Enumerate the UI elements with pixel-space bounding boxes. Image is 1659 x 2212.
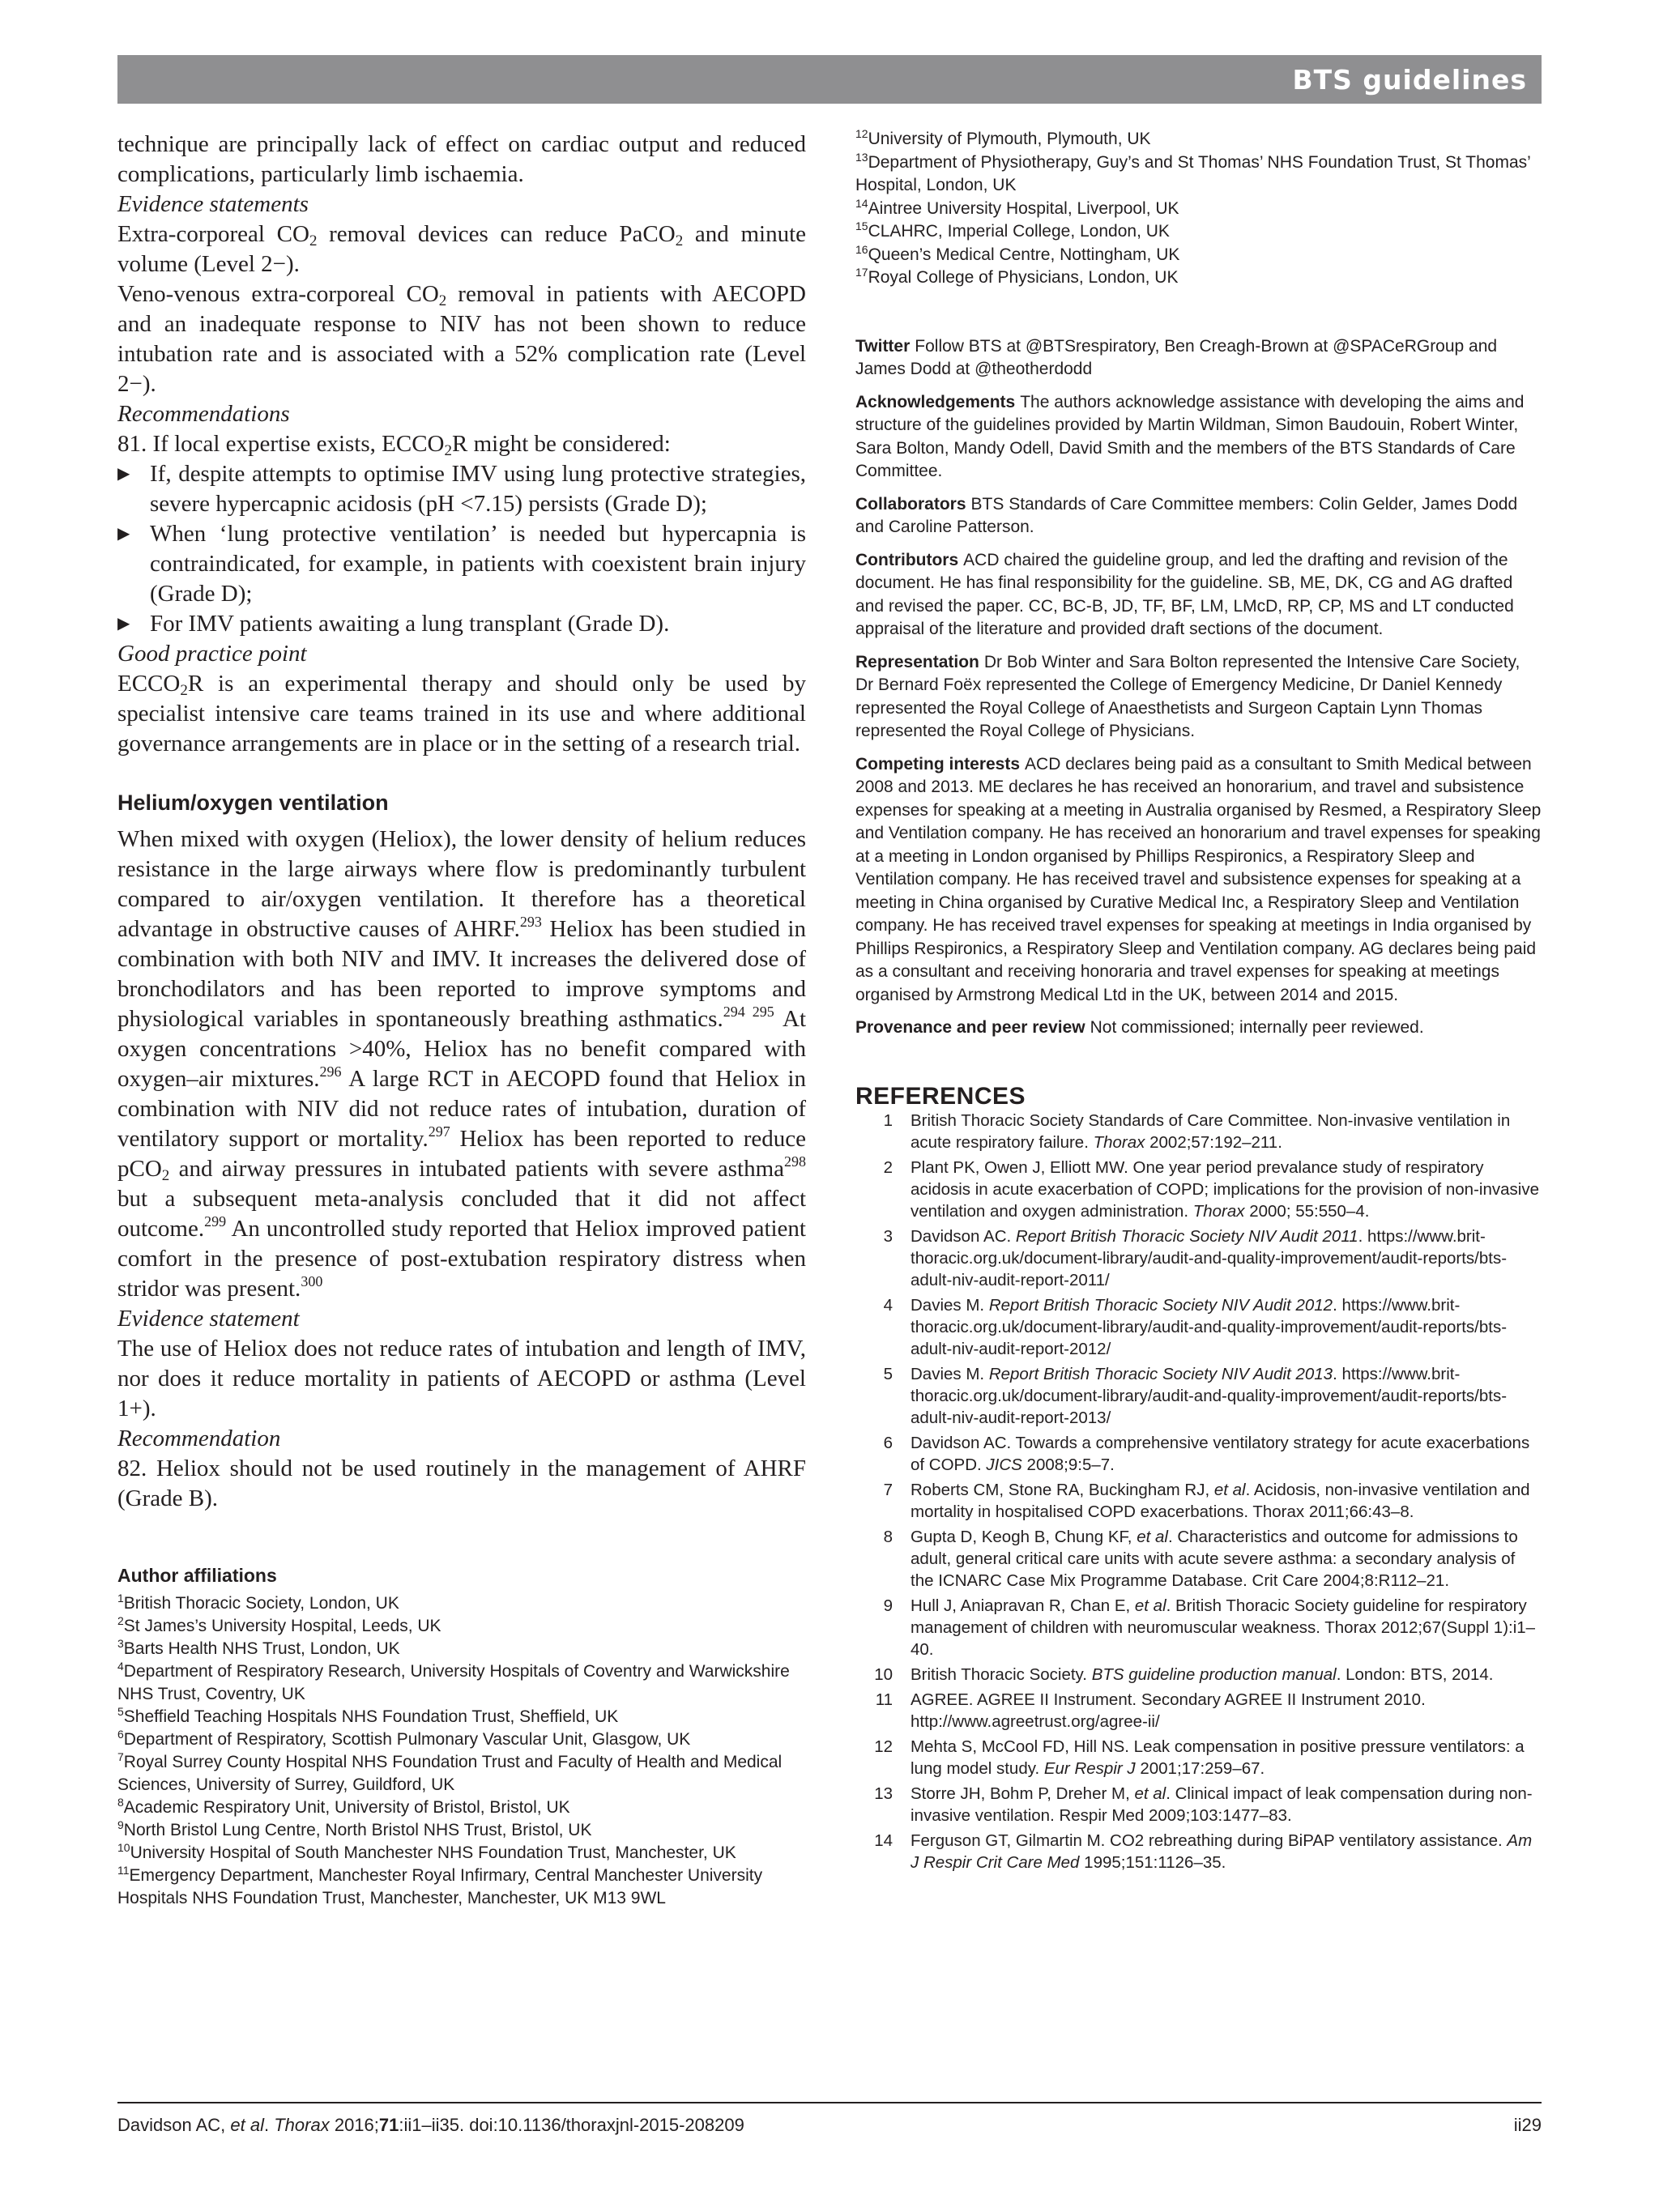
right-column	[855, 128, 1542, 1877]
recommendation-bullet-list	[117, 459, 806, 639]
affiliation-item: $^{15}$CLAHRC, Imperial College, London, UK	[855, 219, 1170, 241]
competing-interests-block	[855, 753, 1542, 1008]
competing-interests-text: ACD declares being paid as a consultant to Smith Medical between 2008 and 2013. ME declares he has received an honorarium, and travel and subsistence expenses for speaking at a meeting in Australia organised by Resmed, a Respiratory Sleep and Ventilation company. He has received an honorarium and travel expenses for speaking at a meeting in London organised by Phillips Respironics, a Respiratory Sleep and Ventilation company. He has received travel and subsistence expenses for speaking at a meeting in China organised by Curative Medical Inc, a Respiratory Sleep and Ventilation company. He has received travel expenses for speaking at meetings in India organised by Phillips Respironics, a Respiratory Sleep and Ventilation company. AG declares being paid as a consultant and receiving honoraria and travel expenses for speaking at meetings organised by Armstrong Medical Ltd in the UK, between 2014 and 2015.	[855, 754, 1542, 1004]
recommendation-label: Recommendation	[117, 1426, 281, 1451]
recommendation-bullet: ▶ For IMV patients awaiting a lung transplant (Grade D).	[117, 609, 806, 639]
affiliation-item: $^3$Barts Health NHS Trust, London, UK	[117, 1637, 400, 1658]
collaborators-block	[855, 493, 1542, 539]
reference-item: 14 Ferguson GT, Gilmartin M. CO2 rebreathing during BiPAP ventilatory assistance. Am J Respir Crit Care Med 1995;151:1126–35.	[874, 1831, 1533, 1872]
representation-text: Dr Bob Winter and Sara Bolton represented the Intensive Care Society, Dr Bernard Foëx represented the College of Emergency Medicine, Dr Daniel Kennedy represented the Royal College of Anaesthetists and Surgeon Captain Lynn Thomas represented the Royal College of Physicians.	[855, 652, 1520, 740]
twitter-block	[855, 335, 1542, 381]
reference-item: 6 Davidson AC. Towards a comprehensive ventilatory strategy for acute exacerbations of COPD. JICS 2008;9:5–7.	[883, 1434, 1530, 1474]
contributors-label: Contributors	[855, 550, 959, 569]
triangle-bullet-icon: ▶	[117, 525, 130, 543]
recommendation-82: 82. Heliox should not be used routinely in the management of AHRF (Grade B).	[117, 1455, 806, 1511]
heliox-paragraph: When mixed with oxygen (Heliox), the lower density of helium reduces resistance in the large airways where flow is predominantly turbulent compared to air/oxygen ventilation. It therefore has a theoretical advantage in obstructive causes of AHRF.$^{293}$ Heliox has been studied in combination with both NIV and IMV. It increases the delivered dose of bronchodilators and has been reported to improve symptoms and physiological variables in spontaneously breathing asthmatics.$^{294 295}$ At oxygen concentrations >40%, Heliox has no benefit compared with oxygen–air mixtures.$^{296}$ A large RCT in AECOPD found that Heliox in combination with NIV did not reduce rates of intubation, duration of ventilatory support or mortality.$^{297}$ Heliox has been reported to reduce pCO$_2$ and airway pressures in intubated patients with severe asthma$^{298}$ but a subsequent meta-analysis concluded that it did not affect outcome.$^{299}$ An uncontrolled study reported that Heliox improved patient comfort in the presence of post-extubation respiratory distress when stridor was present.$^{300}$	[117, 826, 807, 1302]
good-practice-text: $ECCO_2R$ is an experimental therapy and should only be used by specialist intensive care teams trained in its use and where additional governance arrangements are in place or in the setting of a research trial.	[117, 671, 806, 757]
evidence-statement-1: Extra-corporeal $CO_2$ removal devices can reduce PaCO$_2$ and minute volume (Level 2−).	[117, 221, 806, 277]
helium-section-heading: Helium/oxygen ventilation	[117, 791, 389, 815]
representation-label: Representation	[855, 652, 979, 671]
twitter-text: Follow BTS at @BTSrespiratory, Ben Creagh-Brown at @SPACeRGroup and James Dodd at @theotherdodd	[855, 336, 1498, 378]
recommendation-bullet: ▶ If, despite attempts to optimise IMV using lung protective strategies, severe hypercapnic acidosis (pH <7.15) persists (Grade D);	[117, 461, 806, 517]
affiliation-item: $^4$Department of Respiratory Research, University Hospitals of Coventry and Warwickshire NHS Trust, Coventry, UK	[117, 1660, 790, 1703]
page-footer	[117, 2102, 1542, 2136]
reference-item: 1 British Thoracic Society Standards of Care Committee. Non-invasive ventilation in acute respiratory failure. Thorax 2002;57:192–211.	[883, 1111, 1511, 1152]
triangle-bullet-icon: ▶	[117, 465, 130, 483]
acknowledgements-block	[855, 391, 1542, 484]
collaborators-label: Collaborators	[855, 494, 966, 514]
recommendation-bullet: ▶ When ‘lung protective ventilation’ is needed but hypercapnia is contraindicated, for example, in patients with coexistent brain injury (Grade D);	[117, 521, 806, 607]
affiliation-item: $^{10}$University Hospital of South Manchester NHS Foundation Trust, Manchester, UK	[117, 1841, 736, 1862]
recommendations-label: Recommendations	[117, 401, 290, 427]
provenance-label: Provenance and peer review	[855, 1018, 1085, 1037]
twitter-label: Twitter	[855, 336, 911, 356]
reference-list	[855, 1110, 1542, 1873]
provenance-text: Not commissioned; internally peer reviewed.	[1090, 1018, 1424, 1037]
reference-item: 7 Roberts CM, Stone RA, Buckingham RJ, et al. Acidosis, non-invasive ventilation and mortality in hospitalised COPD exacerbations. Thorax 2011;66:43–8.	[883, 1481, 1530, 1521]
affiliation-item: $^8$Academic Respiratory Unit, University of Bristol, Bristol, UK	[117, 1796, 570, 1817]
good-practice-label: Good practice point	[117, 641, 307, 667]
author-affiliations-heading: Author affiliations	[117, 1565, 277, 1586]
reference-item: 13 Storre JH, Bohm P, Dreher M, et al. Clinical impact of leak compensation during non-invasive ventilation. Respir Med 2009;103:1477–83.	[874, 1784, 1533, 1825]
reference-item: 9 Hull J, Aniapravan R, Chan E, et al. British Thoracic Society guideline for respiratory management of children with neuromuscular weakness. Thorax 2012;67(Suppl 1):i1–40.	[883, 1596, 1536, 1659]
affiliation-item: $^6$Department of Respiratory, Scottish Pulmonary Vascular Unit, Glasgow, UK	[117, 1728, 691, 1749]
evidence-statements-label: Evidence statements	[117, 191, 309, 217]
reference-item: 8 Gupta D, Keogh B, Chung KF, et al. Characteristics and outcome for admissions to adult, general critical care units with acute severe asthma: a secondary analysis of the ICNARC Case Mix Programme Database. Crit Care 2004;8:R112–21.	[883, 1528, 1518, 1590]
page-number: ii29	[1513, 2115, 1542, 2135]
acknowledgements-label: Acknowledgements	[855, 392, 1016, 411]
affiliation-list-left	[117, 1592, 806, 1910]
affiliation-item: $^5$Sheffield Teaching Hospitals NHS Foundation Trust, Sheffield, UK	[117, 1705, 619, 1726]
affiliation-item: $^9$North Bristol Lung Centre, North Bristol NHS Trust, Bristol, UK	[117, 1818, 592, 1839]
provenance-block	[855, 1016, 1542, 1040]
reference-item: 2 Plant PK, Owen J, Elliott MW. One year period prevalance study of respiratory acidosis in acute exacerbation of COPD; implications for the provision of non-invasive ventilation and oxygen administration. Thorax 2000; 55:550–4.	[883, 1158, 1539, 1221]
affiliation-item: $^7$Royal Surrey County Hospital NHS Foundation Trust and Faculty of Health and Medical Sciences, University of Surrey, Guildford, UK	[117, 1750, 783, 1794]
collaborators-text: BTS Standards of Care Committee members: Colin Gelder, James Dodd and Caroline Patterson.	[855, 494, 1518, 536]
left-column	[117, 130, 806, 1910]
evidence-statement-label: Evidence statement	[117, 1306, 300, 1332]
section-title: BTS guidelines	[1292, 63, 1527, 96]
recommendation-81: 81. If local expertise exists, $ECCO_2R$ might be considered:	[117, 431, 671, 459]
references-heading: REFERENCES	[855, 1082, 1026, 1110]
reference-item: 4 Davies M. Report British Thoracic Society NIV Audit 2012. https://www.brit-thoracic.org.uk/document-library/audit-and-quality-improvement/audit-reports/bts-adult-niv-audit-report-2012/	[883, 1296, 1508, 1358]
affiliation-item: $^{14}$Aintree University Hospital, Liverpool, UK	[855, 196, 1179, 218]
reference-item: 10 British Thoracic Society. BTS guideline production manual. London: BTS, 2014.	[874, 1665, 1494, 1684]
affiliation-item: $^1$British Thoracic Society, London, UK	[117, 1592, 399, 1613]
reference-item: 12 Mehta S, McCool FD, Hill NS. Leak compensation in positive pressure ventilators: a lung model study. Eur Respir J 2001;17:259–67.	[874, 1737, 1525, 1778]
evidence-statement-3: The use of Heliox does not reduce rates of intubation and length of IMV, nor does it reduce mortality in patients of AECOPD or asthma (Level 1+).	[117, 1336, 806, 1421]
evidence-statement-2: Veno-venous extra-corporeal $CO_2$ removal in patients with AECOPD and an inadequate response to NIV has not been shown to reduce intubation rate and is associated with a 52% complication rate (Level 2−).	[117, 281, 806, 397]
contributors-block	[855, 549, 1542, 641]
competing-interests-label: Competing interests	[855, 754, 1021, 774]
citation-line: Davidson AC, et al. Thorax 2016;71:ii1–ii35. doi:10.1136/thoraxjnl-2015-208209	[117, 2115, 744, 2135]
representation-block	[855, 651, 1542, 744]
reference-item: 5 Davies M. Report British Thoracic Society NIV Audit 2013. https://www.brit-thoracic.org.uk/document-library/audit-and-quality-improvement/audit-reports/bts-adult-niv-audit-report-2013/	[883, 1365, 1508, 1427]
reference-item: 11 AGREE. AGREE II Instrument. Secondary AGREE II Instrument 2010. http://www.agreetrust.org/agree-ii/	[875, 1690, 1426, 1731]
section-banner	[117, 55, 1542, 104]
affiliation-item: $^{16}$Queen’s Medical Centre, Nottingham, UK	[855, 242, 1180, 264]
affiliation-list-right	[855, 128, 1542, 290]
contributors-text: ACD chaired the guideline group, and led the drafting and revision of the document. He has final responsibility for the guideline. SB, ME, DK, CG and AG drafted and revised the paper. CC, BC-B, JD, TF, BF, LM, LMcD, RP, CP, MS and LT conducted appraisal of the literature and provided draft sections of the document.	[855, 550, 1514, 638]
affiliation-item: $^2$St James’s University Hospital, Leeds, UK	[117, 1614, 441, 1635]
affiliation-item: $^{17}$Royal College of Physicians, London, UK	[855, 266, 1179, 287]
affiliation-item: $^{11}$Emergency Department, Manchester Royal Infirmary, Central Manchester University Hospitals NHS Foundation Trust, Manchester, Manchester, UK M13 9WL	[117, 1864, 763, 1907]
intro-paragraph: technique are principally lack of effect on cardiac output and reduced complications, particularly limb ischaemia.	[117, 131, 806, 187]
affiliation-item: $^{13}$Department of Physiotherapy, Guy’s and St Thomas’ NHS Foundation Trust, St Thomas’ Hospital, London, UK	[855, 150, 1531, 194]
affiliation-item: $^{12}$University of Plymouth, Plymouth, UK	[855, 127, 1151, 148]
acknowledgements-text: The authors acknowledge assistance with developing the aims and structure of the guidelines provided by Martin Wildman, Simon Baudouin, Robert Winter, Sara Bolton, Mandy Odell, David Smith and the members of the BTS Standards of Care Committee.	[855, 392, 1525, 480]
triangle-bullet-icon: ▶	[117, 615, 130, 633]
reference-item: 3 Davidson AC. Report British Thoracic Society NIV Audit 2011. https://www.brit-thoracic.org.uk/document-library/audit-and-quality-improvement/audit-reports/bts-adult-niv-audit-report-2011/	[883, 1227, 1508, 1289]
